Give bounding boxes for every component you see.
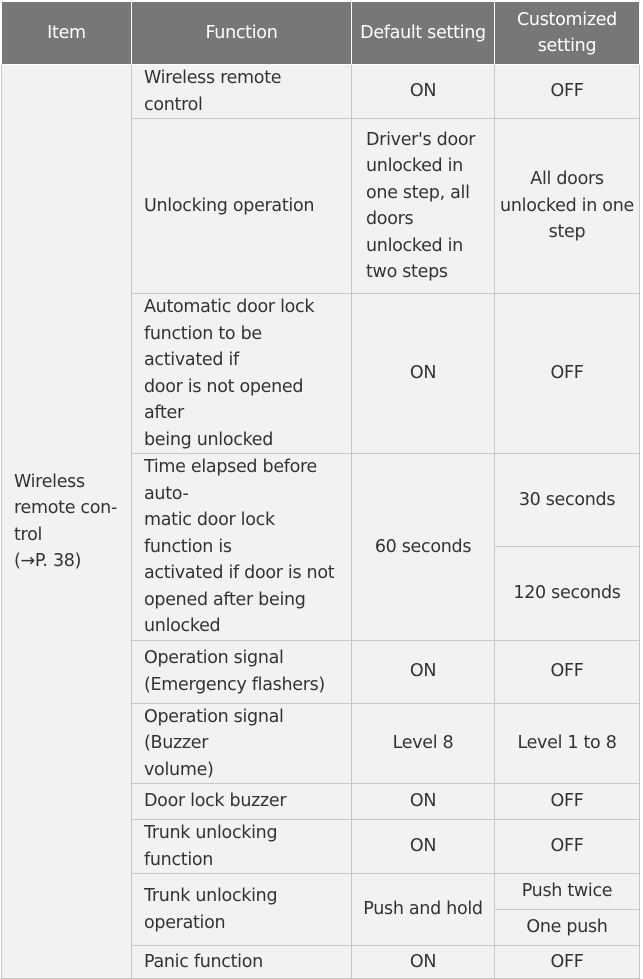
function-line: function to be activated if — [144, 323, 262, 370]
header-function: Function — [132, 2, 352, 65]
default-line: two steps — [366, 262, 448, 282]
default-line: doors — [366, 209, 414, 229]
custom-line: step — [548, 222, 586, 243]
custom-line: unlocked in one — [500, 195, 634, 216]
function-line: (Emergency flashers) — [144, 674, 325, 695]
function-cell: Panic function — [132, 946, 352, 979]
default-line: unlocked in — [366, 235, 463, 256]
default-cell: 60 seconds — [352, 454, 495, 641]
default-cell: ON — [352, 820, 495, 874]
default-cell: ON — [352, 946, 495, 979]
header-row — [2, 2, 640, 65]
custom-cell: One push — [495, 910, 640, 946]
function-line: unlocked — [144, 616, 221, 636]
custom-cell: OFF — [495, 820, 640, 874]
function-cell: Unlocking operation — [132, 119, 352, 294]
custom-cell: 30 seconds — [495, 454, 640, 547]
item-wireless-remote-control — [2, 65, 132, 979]
default-cell: ON — [352, 294, 495, 454]
custom-cell: Push twice — [495, 874, 640, 910]
function-cell: Trunk unlocking operation — [132, 874, 352, 946]
header-customized-line1: Customized — [517, 9, 617, 30]
table-row — [2, 65, 640, 119]
default-line: Driver's door — [366, 129, 476, 150]
function-cell: Wireless remote control — [132, 65, 352, 119]
default-cell — [352, 119, 495, 294]
function-line: Automatic door lock — [144, 297, 315, 317]
default-line: one step, all — [366, 182, 470, 203]
custom-cell: OFF — [495, 294, 640, 454]
default-cell: ON — [352, 784, 495, 820]
function-cell: Trunk unlocking function — [132, 820, 352, 874]
custom-line: All doors — [530, 169, 604, 190]
function-cell — [132, 454, 352, 641]
function-line: being unlocked — [144, 429, 274, 450]
function-cell — [132, 640, 352, 703]
function-line: Operation signal (Buzzer — [144, 706, 284, 753]
header-customized-setting — [495, 2, 640, 65]
custom-cell: OFF — [495, 784, 640, 820]
function-cell — [132, 294, 352, 454]
custom-cell: OFF — [495, 946, 640, 979]
function-line: matic door lock function is — [144, 510, 275, 557]
header-item: Item — [2, 2, 132, 65]
function-line: opened after being — [144, 589, 306, 610]
item-page-ref: (→P. 38) — [14, 551, 82, 571]
custom-cell: Level 1 to 8 — [495, 703, 640, 784]
item-line: Wireless — [14, 471, 85, 492]
default-cell: Push and hold — [352, 874, 495, 946]
customization-table — [1, 1, 640, 979]
function-line: door is not opened after — [144, 376, 304, 423]
default-cell: ON — [352, 640, 495, 703]
function-line: Time elapsed before auto- — [144, 457, 318, 504]
custom-cell — [495, 119, 640, 294]
function-cell — [132, 703, 352, 784]
item-line: remote con- — [14, 498, 117, 518]
function-line: Operation signal — [144, 648, 284, 668]
default-cell: ON — [352, 65, 495, 119]
function-line: activated if door is not — [144, 563, 335, 583]
item-line: trol — [14, 524, 43, 545]
function-line: volume) — [144, 759, 214, 780]
function-cell: Door lock buzzer — [132, 784, 352, 820]
custom-cell: 120 seconds — [495, 547, 640, 640]
header-default-setting: Default setting — [352, 2, 495, 65]
default-line: unlocked in — [366, 156, 463, 176]
header-customized-line2: setting — [537, 36, 597, 56]
default-cell: Level 8 — [352, 703, 495, 784]
custom-cell: OFF — [495, 640, 640, 703]
custom-cell: OFF — [495, 65, 640, 119]
